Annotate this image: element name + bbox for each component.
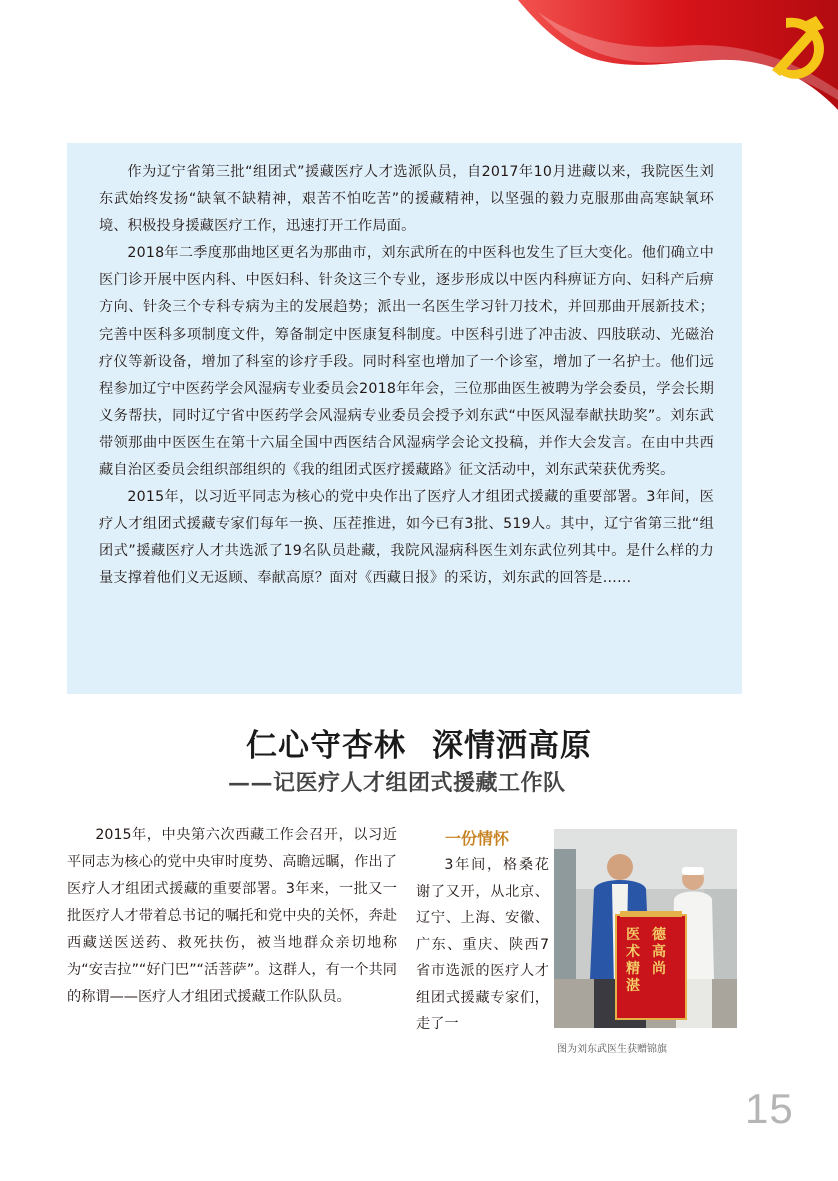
intro-paragraph: 2015年，以习近平同志为核心的党中央作出了医疗人才组团式援藏的重要部署。3年间，医疗人才组团式援藏专家们每年一换、压茬推进，如今已有3批、519人。其中，辽宁省第三批“组团式”援藏医疗人才共选派了19名队员赴藏，我院风湿病科医生刘东武位列其中。是什么样的力量支撑着他们义无返顾、奉献高原？面对《西藏日报》的采访，刘东武的回答是…… [99,489,714,587]
photo-award-banner [554,829,737,1028]
page-number: 15 [745,1085,794,1132]
photo-illustration [554,829,737,1028]
intro-box [67,143,742,694]
intro-paragraph: 2018年二季度那曲地区更名为那曲市，刘东武所在的中医科也发生了巨大变化。他们确立中医门诊开展中医内科、中医妇科、针灸这三个专业，逐步形成以中医内科痹证方向、妇科产后痹方向、针灸三个专科专病为主的发展趋势；派出一名医生学习针刀技术，并回那曲开展新技术；完善中医科多项制度文件，筹备制定中医康复科制度。中医科引进了冲击波、四肢联动、光磁治疗仪等新设备，增加了科室的诊疗手段。同时科室也增加了一个诊室，增加了一名护士。他们远程参加辽宁中医药学会风湿病专业委员会2018年年会，三位那曲医生被聘为学会委员，学会长期义务帮扶，同时辽宁省中医药学会风湿病专业委员会授予刘东武“中医风湿奉献扶助奖”。刘东武带领那曲中医医生在第十六届全国中西医结合风湿病学会论文投稿，并作大会发言。在由中共西藏自治区委员会组织部组织的《我的组团式医疗援藏路》征文活动中，刘东武荣获优秀奖。 [99,245,714,479]
photo-caption: 图为刘东武医生获赠锦旗 [557,1044,667,1055]
banner-text-col-1: 医术精湛 [626,927,640,994]
title-part-1: 仁心守杏林 [246,728,406,764]
article-subtitle: ——记医疗人才组团式援藏工作队 [228,770,566,796]
article-title [0,720,838,765]
body-paragraph: 3年间，格桑花谢了又开，从北京、辽宁、上海、安徽、广东、重庆、陕西7省市选派的医疗人才组团式援藏专家们，走了一 [416,857,549,1032]
body-middle-column [416,852,549,1038]
title-part-2: 深情洒高原 [432,728,592,764]
red-flag-emblem-decoration [518,0,838,110]
intro-paragraph: 作为辽宁省第三批“组团式”援藏医疗人才选派队员，自2017年10月进藏以来，我院医生刘东武始终发扬“缺氧不缺精神，艰苦不怕吃苦”的援藏精神，以坚强的毅力克服那曲高寒缺氧环境、积极投身援藏医疗工作，迅速打开工作局面。 [99,164,714,235]
banner-text-col-2: 德高尚 [652,927,666,977]
section-heading: 一份情怀 [445,829,510,848]
body-left-column [67,822,397,1011]
body-paragraph: 2015年，中央第六次西藏工作会召开，以习近平同志为核心的党中央审时度势、高瞻远瞩，作出了医疗人才组团式援藏的重要部署。3年来，一批又一批医疗人才带着总书记的嘱托和党中央的关怀，奔赴西藏送医送药、救死扶伤，被当地群众亲切地称为“安吉拉”“好门巴”“活菩萨”。这群人，有一个共同的称谓——医疗人才组团式援藏工作队队员。 [67,827,397,1005]
